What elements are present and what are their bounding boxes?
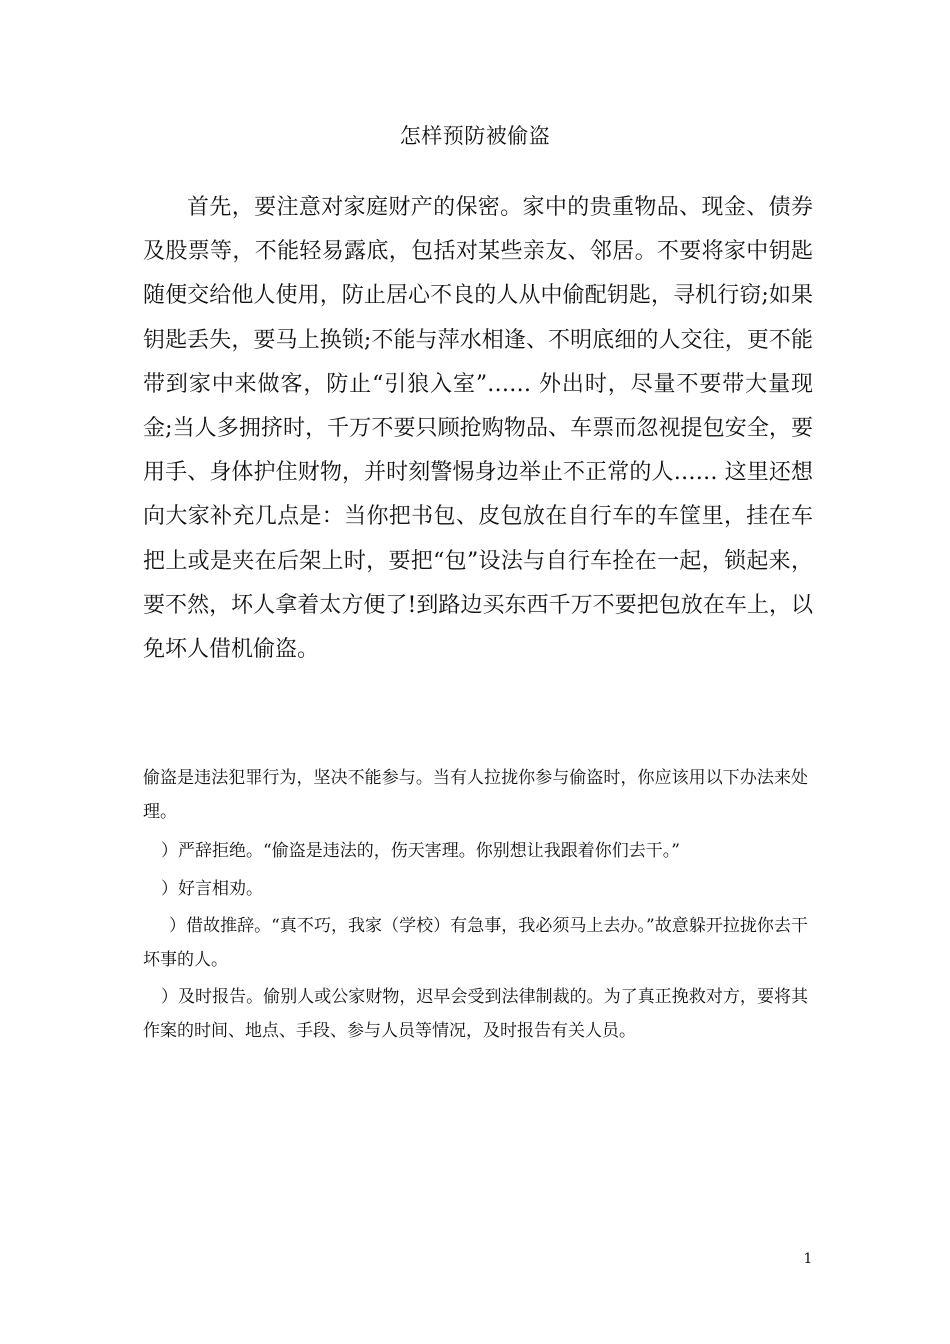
handling-section (143, 762, 808, 1052)
document-title: 怎样预防被偷盗 (399, 124, 551, 148)
list-item: ）好言相劝。 (161, 878, 263, 899)
list-item: ）及时报告。偷别人或公家财物，迟早会受到法律制裁的。为了真正挽救对方，要将其作案的时间、地点、手段、参与人员等情况，及时报告有关人员。 (143, 987, 808, 1041)
main-paragraph: 首先，要注意对家庭财产的保密。家中的贵重物品、现金、债券及股票等，不能轻易露底，包括对某些亲友、邻居。不要将家中钥匙随便交给他人使用，防止居心不良的人从中偷配钥匙，寻机行窃;如果钥匙丢失，要马上换锁;不能与萍水相逢、不明底细的人交往，更不能带到家中来做客，防止“引狼入室”…… 外出时，尽量不要带大量现金;当人多拥挤时，千万不要只顾抢购物品、车票而忽视提包安全，要用手、身体护住财物，并时刻警惕身边举止不正常的人…… 这里还想向大家补充几点是：当你把书包、皮包放在自行车的车筐里，挂在车把上或是夹在后架上时，要把“包”设法与自行车拴在一起，锁起来，要不然，坏人拿着太方便了!到路边买东西千万不要把包放在车上，以免坏人借机偷盗。 (143, 195, 813, 663)
section-intro: 偷盗是违法犯罪行为，坚决不能参与。当有人拉拢你参与偷盗时，你应该用以下办法来处理。 (143, 768, 808, 822)
list-item: ）严辞拒绝。“偷盗是违法的，伤天害理。你别想让我跟着你们去干。” (161, 841, 680, 861)
page-number: 1 (803, 1251, 813, 1267)
list-item: ）借故推辞。“真不巧，我家（学校）有急事，我必须马上去办。”故意躲开拉拢你去干坏事的人。 (143, 916, 808, 970)
